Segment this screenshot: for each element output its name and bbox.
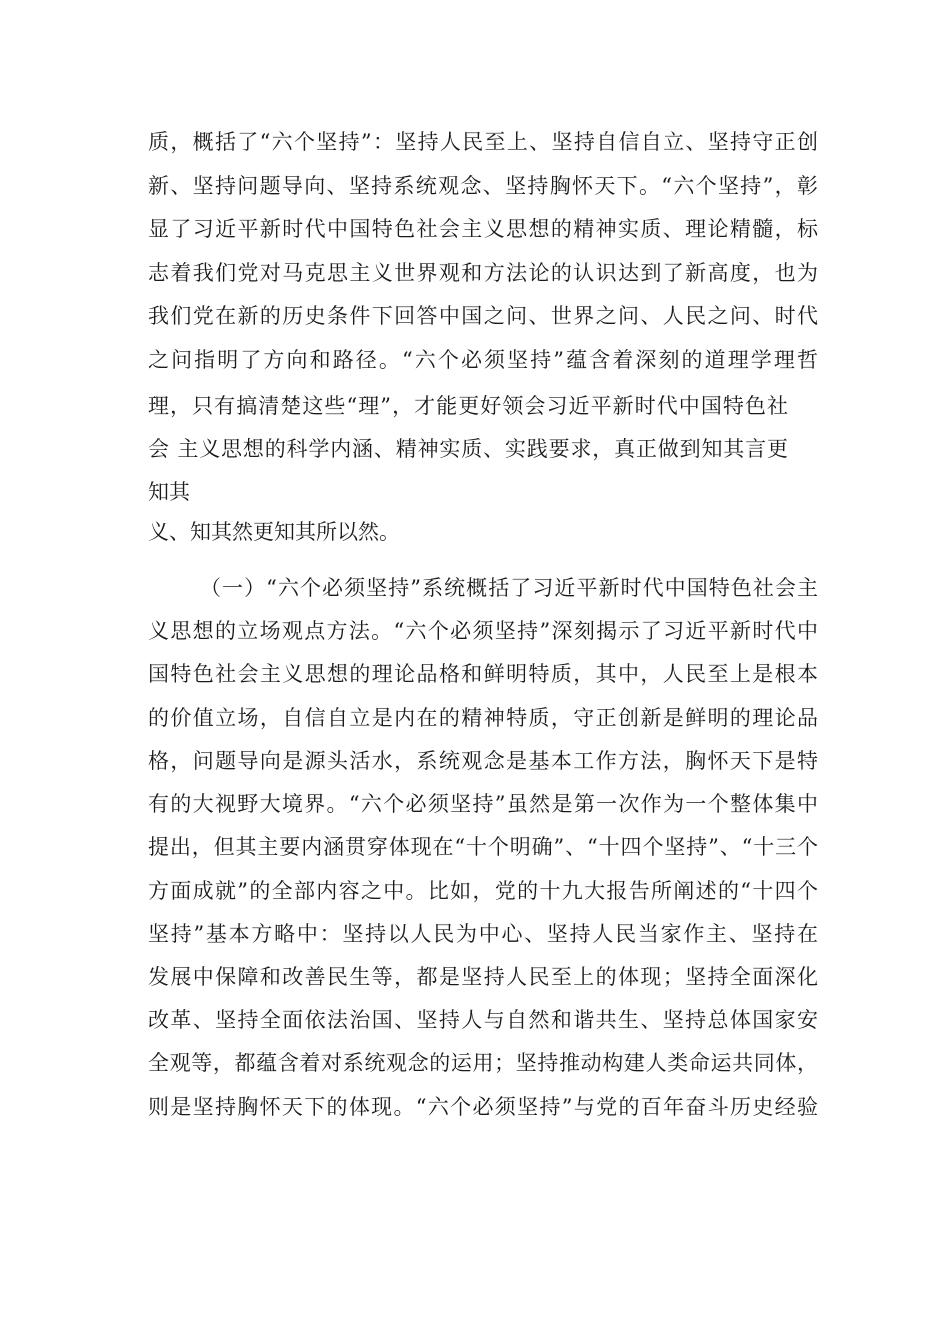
text-line: 方面成就”的全部内容之中。比如，党的十九大报告所阐述的“十四个 [148,879,818,903]
text-line: 有的大视野大境界。“六个必须坚持”虽然是第一次作为一个整体集中 [148,792,818,816]
text-line: 国特色社会主义思想的理论品格和鲜明特质，其中，人民至上是根本 [148,662,818,686]
text-line: 义、知其然更知其所以然。 [148,520,400,544]
text-line: 则是坚持胸怀天下的体现。“六个必须坚持”与党的百年奋斗历史经验 [148,1095,818,1119]
text-line: 格，问题导向是源头活水，系统观念是基本工作方法，胸怀天下是特 [148,749,818,773]
text-line: 新、坚持问题导向、坚持系统观念、坚持胸怀天下。“六个坚持”，彰 [148,174,818,198]
text-line: 之问指明了方向和路径。“六个必须坚持”蕴含着深刻的道理学理哲 [148,348,818,372]
text-line: 发展中保障和改善民生等，都是坚持人民至上的体现；坚持全面深化 [148,965,818,989]
text-line: 的价值立场，自信自立是内在的精神特质，守正创新是鲜明的理论品 [148,706,818,730]
text-line: 我们党在新的历史条件下回答中国之问、世界之问、人民之问、时代 [148,304,818,328]
text-line: 会 主义思想的科学内涵、精神实质、实践要求，真正做到知其言更 [148,437,788,461]
text-line: 提出，但其主要内涵贯穿体现在“十个明确”、“十四个坚持”、“十三个 [148,835,818,859]
text-line: 知其 [148,480,190,504]
text-line: 质，概括了“六个坚持”：坚持人民至上、坚持自信自立、坚持守正创 [148,130,818,154]
text-line: （一）“六个必须坚持”系统概括了习近平新时代中国特色社会主 [200,576,818,600]
text-line: 义思想的立场观点方法。“六个必须坚持”深刻揭示了习近平新时代中 [148,619,818,643]
text-line: 志着我们党对马克思主义世界观和方法论的认识达到了新高度，也为 [148,261,818,285]
text-line: 坚持”基本方略中：坚持以人民为中心、坚持人民当家作主、坚持在 [148,922,818,946]
text-line: 理，只有搞清楚这些“理”，才能更好领会习近平新时代中国特色社 [148,394,788,418]
text-line: 全观等，都蕴含着对系统观念的运用；坚持推动构建人类命运共同体， [148,1051,818,1075]
text-line: 显了习近平新时代中国特色社会主义思想的精神实质、理论精髓，标 [148,217,818,241]
text-line: 改革、坚持全面依法治国、坚持人与自然和谐共生、坚持总体国家安 [148,1008,818,1032]
